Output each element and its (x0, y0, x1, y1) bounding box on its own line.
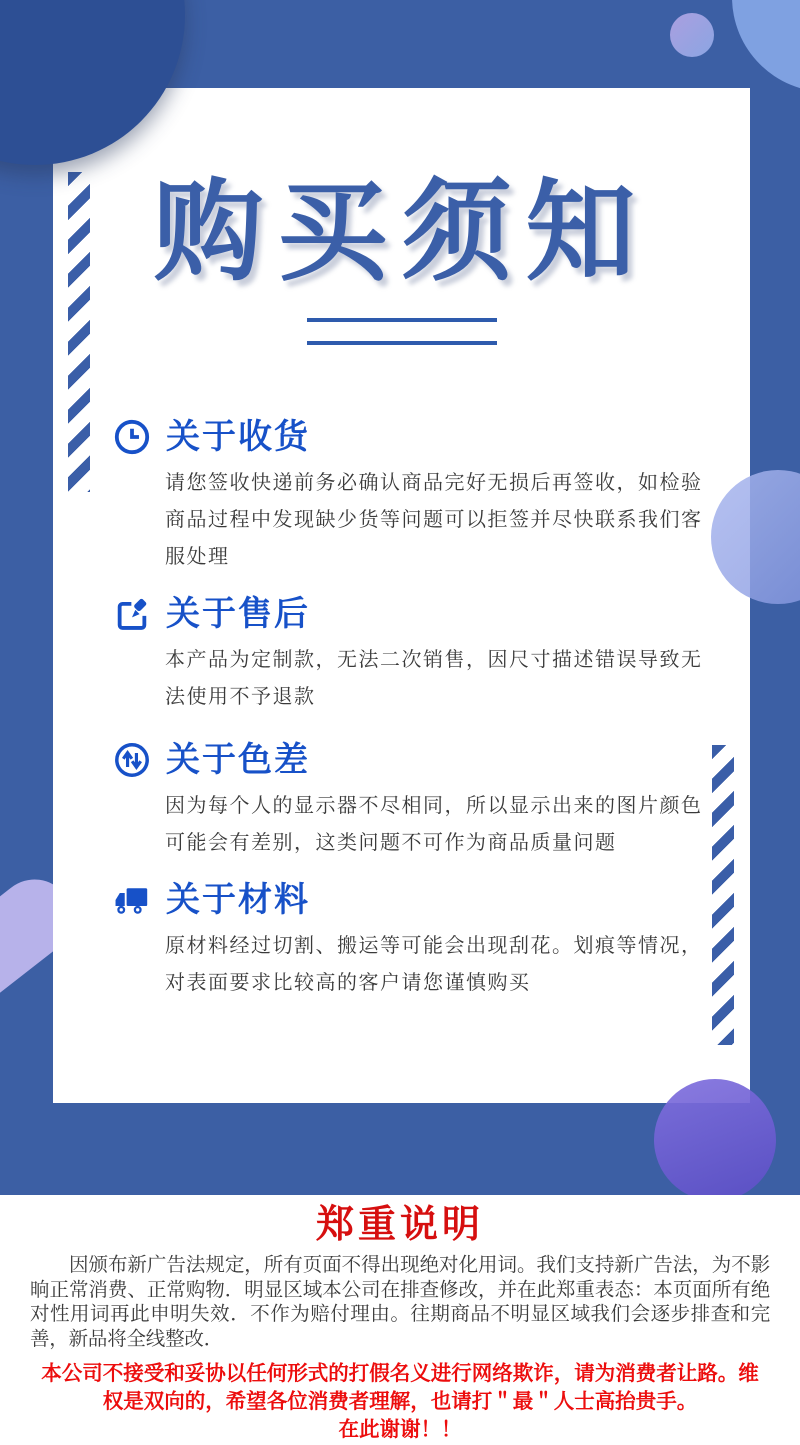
section-heading: 关于售后 (166, 595, 310, 633)
warning-text (0, 1360, 800, 1444)
exchange-icon (113, 741, 151, 779)
notice-card (53, 88, 750, 1103)
warning-line: 本公司不接受和妥协以任何形式的打假名义进行网络欺诈，请为消费者让路。维 (41, 1362, 759, 1385)
decor-blob-top-right (732, 0, 800, 92)
section-heading: 关于色差 (166, 741, 310, 779)
section-color-difference (113, 738, 710, 862)
poster-title: 购买须知 (153, 171, 650, 294)
section-body: 因为每个人的显示器不尽相同，所以显示出来的图片颜色可能会有差别，这类问题不可作为商品质量问题 (165, 795, 703, 854)
statement-paragraph: 因颁布新广告法规定，所有页面不得出现绝对化用词。我们支持新广告法，为不影晌正常消费、正常购物．明显区域本公司在排查修改，并在此郑重表态：本页面所有绝对性用词再此申明失效．不作为赔付理由。往期商品不明显区域我们会逐步排查和完善，新品将全线整改． (30, 1254, 770, 1350)
section-heading-row (113, 592, 710, 636)
section-heading: 关于收货 (166, 418, 310, 456)
stripes-left-decor (68, 172, 90, 492)
title-underline-bottom (307, 341, 497, 345)
section-body: 原材料经过切割、搬运等可能会出现刮花。划痕等情况，对表面要求比较高的客户请您谨慎购买 (165, 935, 703, 994)
section-heading: 关于材料 (166, 881, 310, 919)
warning-line: 权是双向的，希望各位消费者理解，也请打＂最＂人士高抬贵手。 (102, 1390, 698, 1413)
notice-sections (53, 415, 750, 1002)
section-heading-row (113, 415, 710, 459)
clock-icon (113, 418, 151, 456)
section-body: 本产品为定制款，无法二次销售，因尺寸描述错误导致无法使用不予退款 (165, 649, 703, 708)
section-body: 请您签收快递前务必确认商品完好无损后再签收，如检验商品过程中发现缺少货等问题可以拒签并尽快联系我们客服处理 (165, 472, 703, 568)
warning-line: 在此谢谢！！ (338, 1418, 462, 1441)
edit-icon (113, 595, 151, 633)
section-heading-row (113, 878, 710, 922)
statement-section (0, 1195, 800, 1445)
section-aftersale (113, 592, 710, 716)
stripes-right-decor (712, 745, 734, 1045)
decor-circle-top-right-small (670, 13, 714, 57)
section-heading-row (113, 738, 710, 782)
statement-title: 郑重说明 (315, 1204, 484, 1246)
section-receiving (113, 415, 710, 576)
truck-icon (113, 881, 151, 919)
decor-circle-bottom-right (654, 1079, 776, 1195)
title-underline-top (307, 318, 497, 322)
section-material (113, 878, 710, 1002)
